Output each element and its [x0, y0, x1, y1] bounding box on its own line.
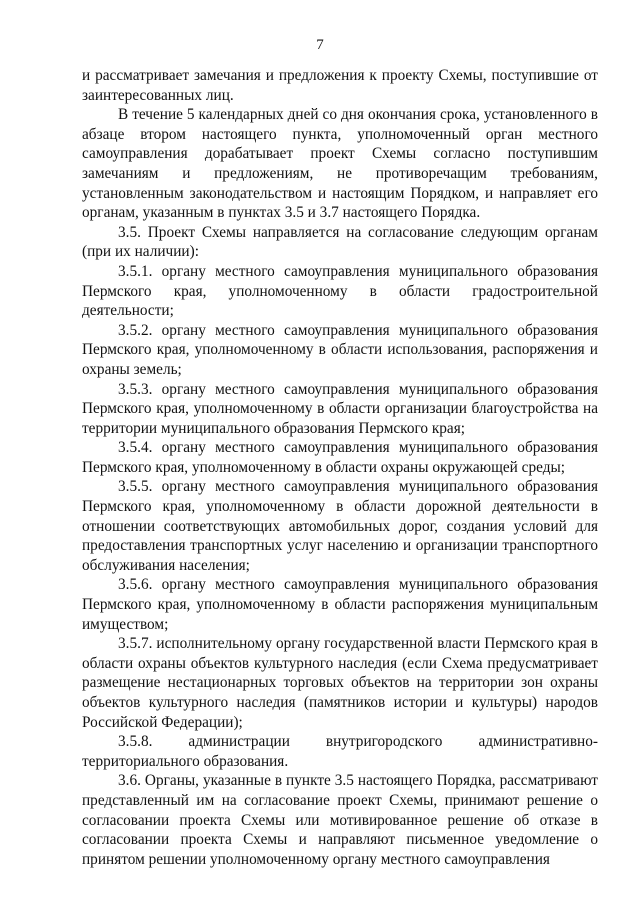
paragraph-continuation: и рассматривает замечания и предложения к проекту Схемы, поступившие от заинтересованных лиц.: [82, 67, 598, 104]
paragraph-3-5: 3.5. Проект Схемы направляется на согласование следующим органам (при их наличии):: [82, 223, 598, 261]
paragraph-3-5-3: 3.5.3. органу местного самоуправления муниципального образования Пермского края, уполномоченному в области организации благоустройства на территории муниципального образования Пермского края;: [82, 380, 598, 437]
paragraph-3-5-4: 3.5.4. органу местного самоуправления муниципального образования Пермского края, уполномоченному в области охраны окружающей среды;: [82, 439, 598, 476]
paragraph-3-5-7: 3.5.7. исполнительному органу государственной власти Пермского края в области охраны объектов культурного наследия (если Схема предусматривает размещение нестационарных торговых объектов на территории зон охраны объектов культурного наследия (памятников истории и культуры) народов Российской Федерации);: [82, 635, 598, 731]
paragraph-revision-term: В течение 5 календарных дней со дня окончания срока, установленного в абзаце втором настоящего пункта, уполномоченный орган местного самоуправления дорабатывает проект Схемы согласно поступившим замечаниям и предложениям, не противоречащим требованиям, установленным законодательством и настоящим Порядком, и направляет его органам, указанным в пунктах 3.5 и 3.7 настоящего Порядка.: [82, 106, 598, 222]
paragraph-3-5-1: 3.5.1. органу местного самоуправления муниципального образования Пермского края, уполномоченному в области градостроительной деятельности;: [82, 262, 598, 320]
paragraph-3-5-6: 3.5.6. органу местного самоуправления муниципального образования Пермского края, уполномоченному в области распоряжения муниципальным имуществом;: [82, 576, 598, 633]
paragraph-3-5-2: 3.5.2. органу местного самоуправления муниципального образования Пермского края, уполномоченному в области использования, распоряжения и охраны земель;: [82, 321, 598, 378]
paragraph-3-5-5: 3.5.5. органу местного самоуправления муниципального образования Пермского края, уполномоченному в области дорожной деятельности в отношении соответствующих автомобильных дорог, создания условий для предоставления транспортных услуг населению и организации транспортного обслуживания населения;: [82, 478, 598, 574]
page-number: 7: [316, 37, 324, 53]
document-body: [82, 66, 598, 869]
paragraph-3-6: 3.6. Органы, указанные в пункте 3.5 настоящего Порядка, рассматривают представленный им на согласование проект Схемы, принимают решение о согласовании проекта Схемы или мотивированное решение об отказе в согласовании проекта Схемы и направляют письменное уведомление о принятом решении уполномоченному органу местного самоуправления: [82, 772, 598, 868]
paragraph-3-5-8: 3.5.8. администрации внутригородского административно-территориального образования.: [82, 733, 598, 770]
